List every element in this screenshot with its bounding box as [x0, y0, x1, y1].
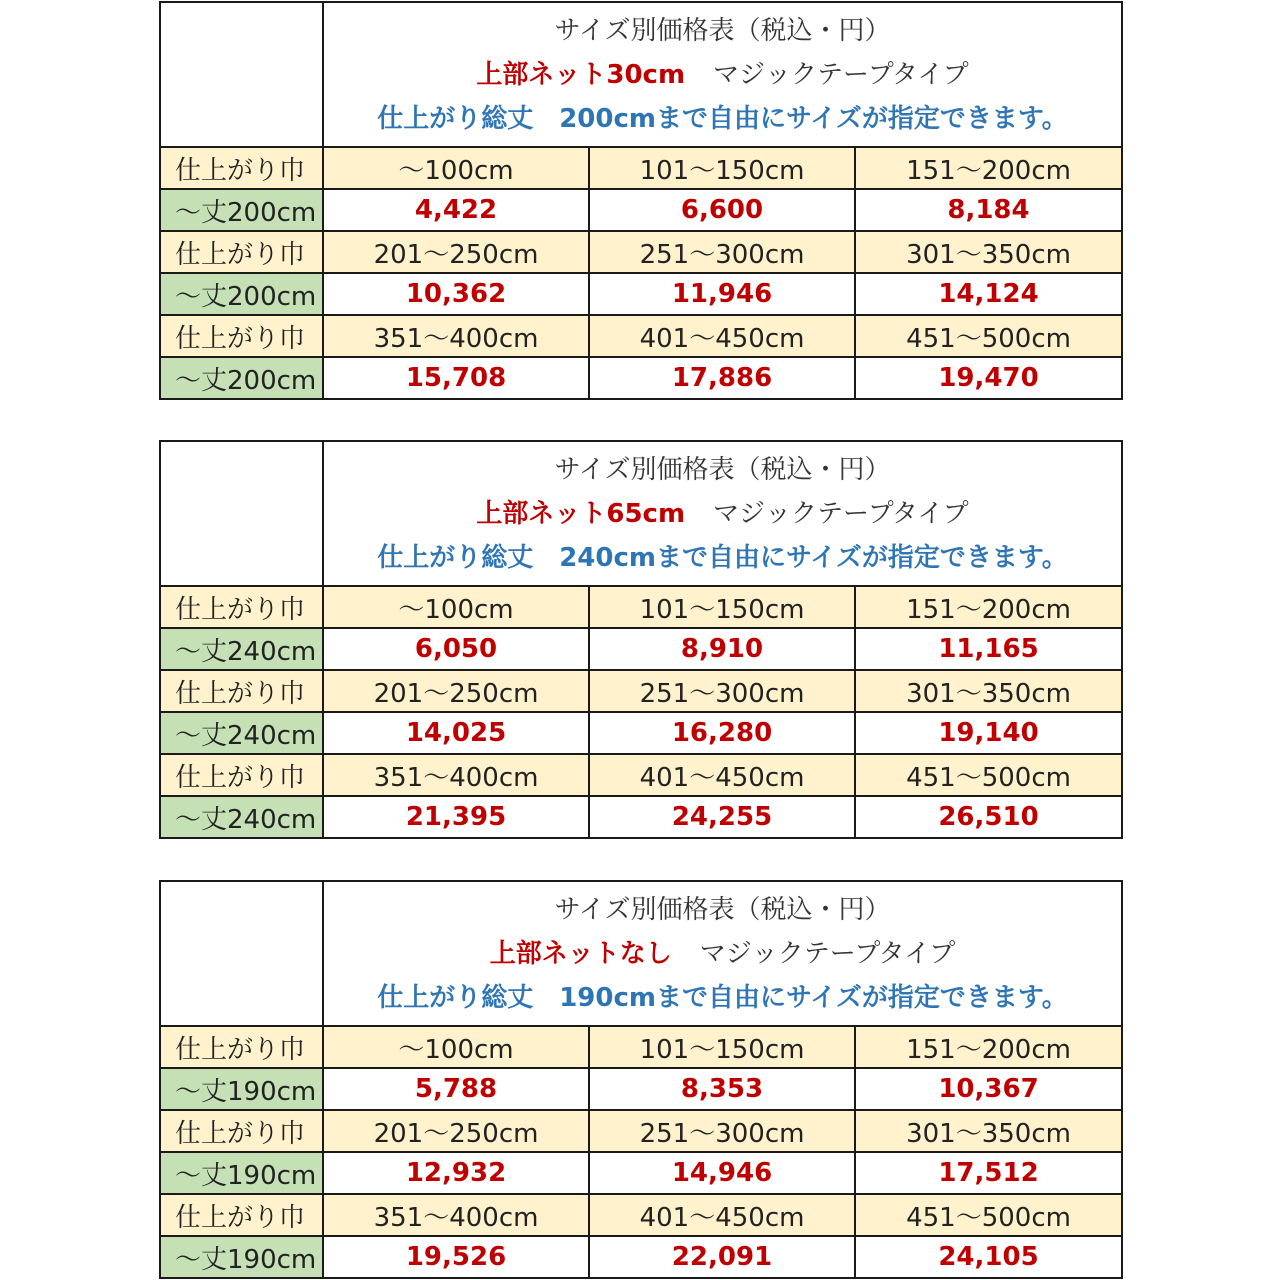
size-note: 仕上がり総丈 200cmまで自由にサイズが指定できます。 — [377, 103, 1068, 134]
table-header-row — [160, 441, 1122, 586]
price-cell: 21,395 — [323, 796, 589, 838]
width-size-cell: 451～500cm — [855, 754, 1122, 796]
width-label: 仕上がり巾 — [160, 754, 323, 796]
product-type-line — [324, 492, 1121, 536]
width-size-cell: 201～250cm — [323, 670, 589, 712]
product-type-line — [324, 932, 1121, 976]
width-row — [160, 586, 1122, 628]
price-cell: 14,025 — [323, 712, 589, 754]
length-label: ～丈190cm — [160, 1152, 323, 1194]
length-label: ～丈240cm — [160, 712, 323, 754]
width-size-cell: 251～300cm — [589, 670, 855, 712]
table-header-row — [160, 881, 1122, 1026]
price-cell: 5,788 — [323, 1068, 589, 1110]
price-row — [160, 1236, 1122, 1278]
type-label: マジックテープタイプ — [713, 498, 969, 529]
width-label: 仕上がり巾 — [160, 1194, 323, 1236]
width-row — [160, 315, 1122, 357]
price-table-net-30cm — [159, 1, 1123, 400]
width-size-cell: 101～150cm — [589, 1026, 855, 1068]
length-label: ～丈200cm — [160, 189, 323, 231]
width-row — [160, 1194, 1122, 1236]
price-cell: 12,932 — [323, 1152, 589, 1194]
price-cell: 4,422 — [323, 189, 589, 231]
price-cell: 8,184 — [855, 189, 1122, 231]
width-size-cell: 251～300cm — [589, 1110, 855, 1152]
price-cell: 10,367 — [855, 1068, 1122, 1110]
size-note: 仕上がり総丈 240cmまで自由にサイズが指定できます。 — [377, 542, 1068, 573]
width-row — [160, 231, 1122, 273]
net-label: 上部ネット65cm — [476, 498, 686, 529]
table-title: サイズ別価格表（税込・円） — [554, 894, 891, 925]
width-size-cell: 151～200cm — [855, 147, 1122, 189]
width-size-cell: ～100cm — [323, 1026, 589, 1068]
width-size-cell: 451～500cm — [855, 1194, 1122, 1236]
width-size-cell: ～100cm — [323, 586, 589, 628]
price-cell: 6,050 — [323, 628, 589, 670]
width-label: 仕上がり巾 — [160, 315, 323, 357]
width-row — [160, 147, 1122, 189]
table-header — [323, 441, 1122, 586]
price-table-no-net — [159, 880, 1123, 1279]
price-cell: 14,946 — [589, 1152, 855, 1194]
width-size-cell: 151～200cm — [855, 586, 1122, 628]
price-cell: 19,526 — [323, 1236, 589, 1278]
table-header — [323, 881, 1122, 1026]
price-cell: 8,353 — [589, 1068, 855, 1110]
width-size-cell: 351～400cm — [323, 1194, 589, 1236]
width-row — [160, 1110, 1122, 1152]
price-cell: 17,512 — [855, 1152, 1122, 1194]
table-header-row — [160, 2, 1122, 147]
length-label: ～丈240cm — [160, 796, 323, 838]
length-label: ～丈240cm — [160, 628, 323, 670]
width-size-cell: 401～450cm — [589, 1194, 855, 1236]
price-cell: 11,946 — [589, 273, 855, 315]
price-cell: 24,105 — [855, 1236, 1122, 1278]
price-cell: 14,124 — [855, 273, 1122, 315]
header-blank-cell — [160, 2, 323, 147]
price-cell: 22,091 — [589, 1236, 855, 1278]
width-size-cell: 251～300cm — [589, 231, 855, 273]
net-label: 上部ネットなし — [489, 938, 672, 969]
width-size-cell: 401～450cm — [589, 315, 855, 357]
width-size-cell: 401～450cm — [589, 754, 855, 796]
width-size-cell: ～100cm — [323, 147, 589, 189]
header-blank-cell — [160, 881, 323, 1026]
price-cell: 24,255 — [589, 796, 855, 838]
price-cell: 8,910 — [589, 628, 855, 670]
length-label: ～丈190cm — [160, 1236, 323, 1278]
price-cell: 11,165 — [855, 628, 1122, 670]
width-size-cell: 351～400cm — [323, 315, 589, 357]
width-label: 仕上がり巾 — [160, 670, 323, 712]
width-label: 仕上がり巾 — [160, 231, 323, 273]
width-label: 仕上がり巾 — [160, 586, 323, 628]
price-cell: 26,510 — [855, 796, 1122, 838]
width-size-cell: 151～200cm — [855, 1026, 1122, 1068]
price-row — [160, 796, 1122, 838]
table-header — [323, 2, 1122, 147]
width-size-cell: 201～250cm — [323, 231, 589, 273]
width-size-cell: 301～350cm — [855, 670, 1122, 712]
price-row — [160, 357, 1122, 399]
width-row — [160, 1026, 1122, 1068]
price-cell: 16,280 — [589, 712, 855, 754]
width-size-cell: 351～400cm — [323, 754, 589, 796]
price-row — [160, 628, 1122, 670]
width-size-cell: 301～350cm — [855, 1110, 1122, 1152]
width-label: 仕上がり巾 — [160, 1026, 323, 1068]
width-row — [160, 754, 1122, 796]
price-cell: 19,140 — [855, 712, 1122, 754]
product-type-line — [324, 53, 1121, 97]
table-title: サイズ別価格表（税込・円） — [554, 15, 891, 46]
price-cell: 6,600 — [589, 189, 855, 231]
price-table-net-65cm — [159, 440, 1123, 839]
width-size-cell: 101～150cm — [589, 147, 855, 189]
price-row — [160, 1068, 1122, 1110]
type-label: マジックテープタイプ — [699, 938, 956, 969]
size-note: 仕上がり総丈 190cmまで自由にサイズが指定できます。 — [377, 982, 1068, 1013]
width-size-cell: 101～150cm — [589, 586, 855, 628]
length-label: ～丈190cm — [160, 1068, 323, 1110]
price-cell: 17,886 — [589, 357, 855, 399]
price-cell: 10,362 — [323, 273, 589, 315]
length-label: ～丈200cm — [160, 273, 323, 315]
price-cell: 19,470 — [855, 357, 1122, 399]
table-title: サイズ別価格表（税込・円） — [554, 454, 891, 485]
width-label: 仕上がり巾 — [160, 147, 323, 189]
length-label: ～丈200cm — [160, 357, 323, 399]
price-row — [160, 1152, 1122, 1194]
type-label: マジックテープタイプ — [713, 59, 969, 90]
header-blank-cell — [160, 441, 323, 586]
width-size-cell: 201～250cm — [323, 1110, 589, 1152]
price-row — [160, 273, 1122, 315]
price-row — [160, 712, 1122, 754]
net-label: 上部ネット30cm — [476, 59, 686, 90]
width-size-cell: 301～350cm — [855, 231, 1122, 273]
width-size-cell: 451～500cm — [855, 315, 1122, 357]
price-cell: 15,708 — [323, 357, 589, 399]
width-label: 仕上がり巾 — [160, 1110, 323, 1152]
width-row — [160, 670, 1122, 712]
price-row — [160, 189, 1122, 231]
